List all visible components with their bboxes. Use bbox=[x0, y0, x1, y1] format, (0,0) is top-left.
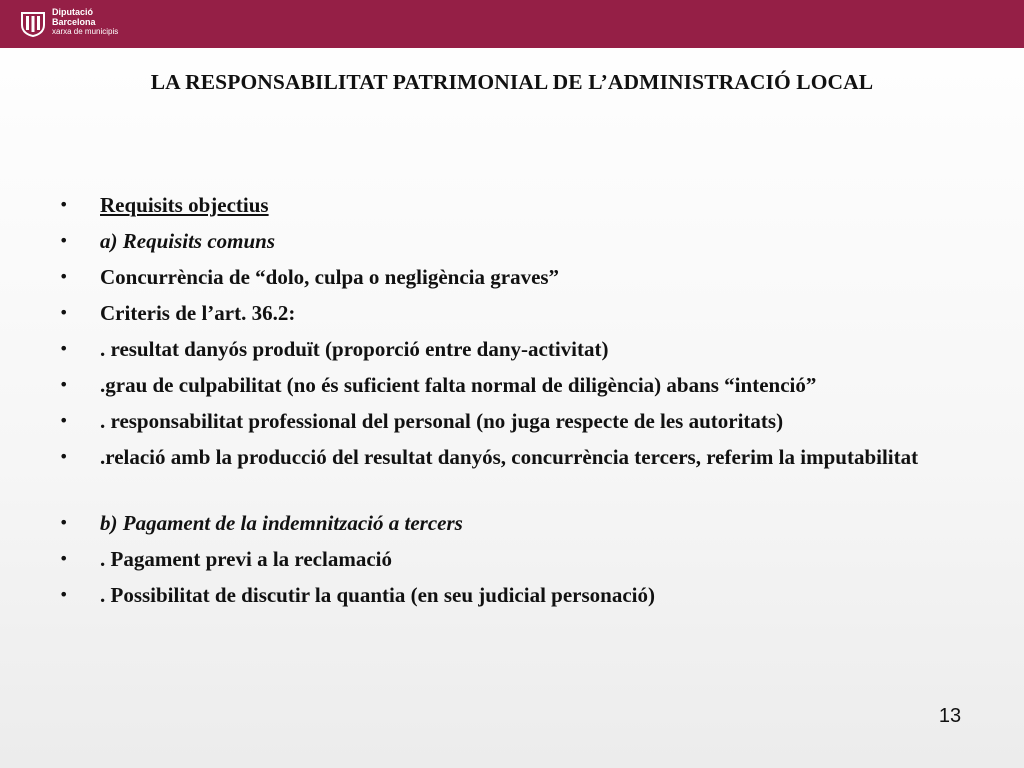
bullet-text: b) Pagament de la indemnització a tercers bbox=[100, 511, 463, 535]
bullet-icon: • bbox=[59, 411, 69, 430]
bullet-text: . Pagament previ a la reclamació bbox=[100, 547, 392, 571]
bullet-text: . resultat danyós produït (proporció entre dany-activitat) bbox=[100, 337, 609, 361]
brand-name-city: Barcelona bbox=[52, 17, 96, 27]
bullet-icon: • bbox=[59, 267, 69, 286]
list-item bbox=[59, 544, 964, 574]
page-number: 13 bbox=[938, 705, 962, 727]
bullet-icon: • bbox=[59, 513, 69, 532]
list-item bbox=[59, 370, 964, 400]
list-item bbox=[59, 226, 964, 256]
bullet-text: . responsabilitat professional del personal (no juga respecte de les autoritats) bbox=[100, 409, 784, 433]
bullet-text: Concurrència de “dolo, culpa o negligència graves” bbox=[100, 265, 560, 289]
bullet-text: a) Requisits comuns bbox=[100, 229, 276, 253]
bullet-icon: • bbox=[59, 195, 69, 214]
bullet-icon: • bbox=[59, 231, 69, 250]
brand-text bbox=[52, 7, 118, 37]
bullet-list bbox=[59, 190, 964, 616]
bullet-icon: • bbox=[59, 339, 69, 358]
list-item bbox=[59, 262, 964, 292]
brand-name: Diputació bbox=[52, 7, 94, 17]
bullet-icon: • bbox=[59, 375, 69, 394]
bullet-text: . Possibilitat de discutir la quantia (en seu judicial personació) bbox=[100, 583, 655, 607]
bullet-text: Requisits objectius bbox=[100, 193, 269, 217]
list-item bbox=[59, 580, 964, 610]
list-item bbox=[59, 508, 964, 538]
bullet-icon: • bbox=[59, 549, 69, 568]
diputacio-logo-icon bbox=[20, 9, 46, 37]
bullet-icon: • bbox=[59, 447, 69, 466]
bullet-text: .relació amb la producció del resultat danyós, concurrència tercers, referim la imputabilitat bbox=[100, 445, 919, 469]
bullet-icon: • bbox=[59, 303, 69, 322]
list-item bbox=[59, 406, 964, 436]
list-item bbox=[59, 298, 964, 328]
bullet-text: .grau de culpabilitat (no és suficient falta normal de diligència) abans “intenció” bbox=[100, 373, 817, 397]
list-item bbox=[59, 442, 964, 472]
slide-title: LA RESPONSABILITAT PATRIMONIAL DE L’ADMINISTRACIÓ LOCAL bbox=[150, 70, 874, 94]
brand-tagline: xarxa de municipis bbox=[52, 27, 119, 36]
bullet-text: Criteris de l’art. 36.2: bbox=[100, 301, 296, 325]
list-item bbox=[59, 334, 964, 364]
bullet-icon: • bbox=[59, 585, 69, 604]
header-bar bbox=[0, 0, 1024, 48]
list-item bbox=[59, 190, 964, 220]
